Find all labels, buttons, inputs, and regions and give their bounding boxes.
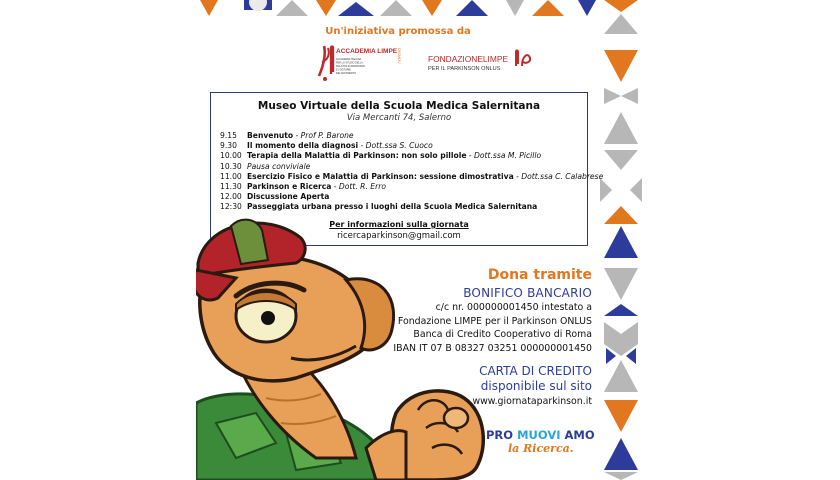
tribal-pattern [600,0,642,480]
schedule-row: 10.00 Terapia della Malattia di Parkinson: non solo pillole - Dott.ssa M. Picillo [220,151,542,161]
svg-text:MALATTIA DI PARKINSON: MALATTIA DI PARKINSON [336,65,366,68]
schedule [220,131,604,213]
bonifico-title: BONIFICO BANCARIO [463,286,592,300]
tagline [486,428,596,456]
tagline-line2: la Ricerca. [508,442,574,455]
program-title: Museo Virtuale della Scuola Medica Salernitana [257,100,541,112]
svg-text:PER LO STUDIO DELLA: PER LO STUDIO DELLA [336,61,363,65]
fondazione-limpe-logo [426,42,536,82]
promo-text: Un'iniziativa promossa da [325,26,471,37]
iban-line: IBAN IT 07 B 08327 03251 000000001450 [393,342,592,354]
schedule-row: 9.30 Il momento della diagnosi - Dott.ssa S. Cuoco [220,141,433,151]
bank-line: c/c nr. 000000001450 intestato a [435,302,592,313]
program-address: Via Mercanti 74, Salerno [346,113,452,123]
logo-accademia-label: ACCADEMIA LIMPE [336,48,398,55]
svg-text:DEL MOVIMENTO: DEL MOVIMENTO [336,72,356,75]
info-email[interactable]: ricercaparkinson@gmail.com [337,231,461,241]
top-border-pattern [196,0,600,18]
accademia-limpe-logo [316,42,411,82]
schedule-row: 10.30 Pausa conviviale [220,161,311,171]
info-title: Per informazioni sulla giornata [329,220,469,229]
website-link[interactable]: www.giornataparkinson.it [472,396,592,407]
bank-line: Banca di Credito Cooperativo di Roma [413,329,592,340]
bank-line: Fondazione LIMPE per il Parkinson ONLUS [397,315,592,327]
svg-text:FONDAZIONELIMPE: FONDAZIONELIMPE [428,54,509,64]
donate-title: Dona tramite [487,267,592,283]
logos-row [316,42,536,82]
svg-text:PER IL PARKINSON ONLUS: PER IL PARKINSON ONLUS [428,66,501,72]
schedule-row: 12.00 Discussione Aperta [220,192,330,202]
svg-text:E I DISTURBI: E I DISTURBI [336,68,351,72]
svg-text:ACCADEMIA ITALIANA: ACCADEMIA ITALIANA [336,58,362,61]
schedule-row: 9.15 Benvenuto - Prof P. Barone [220,131,354,140]
svg-text:DISMOV: DISMOV [397,48,402,64]
tagline-line1: PRO MUOVI AMO [486,428,595,442]
schedule-row: 11.30 Parkinson e Ricerca - Dott. R. Erro [220,182,386,192]
donate-section [332,266,592,409]
carta-available: disponibile sul sito [480,379,592,393]
carta-title: CARTA DI CREDITO [479,364,592,378]
schedule-row: 12:30 Passeggiata urbana presso i luoghi della Scuola Medica Salernitana [220,202,538,212]
schedule-row: 11.00 Esercizio Fisico e Malattia di Parkinson: sessione dimostrativa - Dott.ssa C. Calabrese [220,171,604,181]
